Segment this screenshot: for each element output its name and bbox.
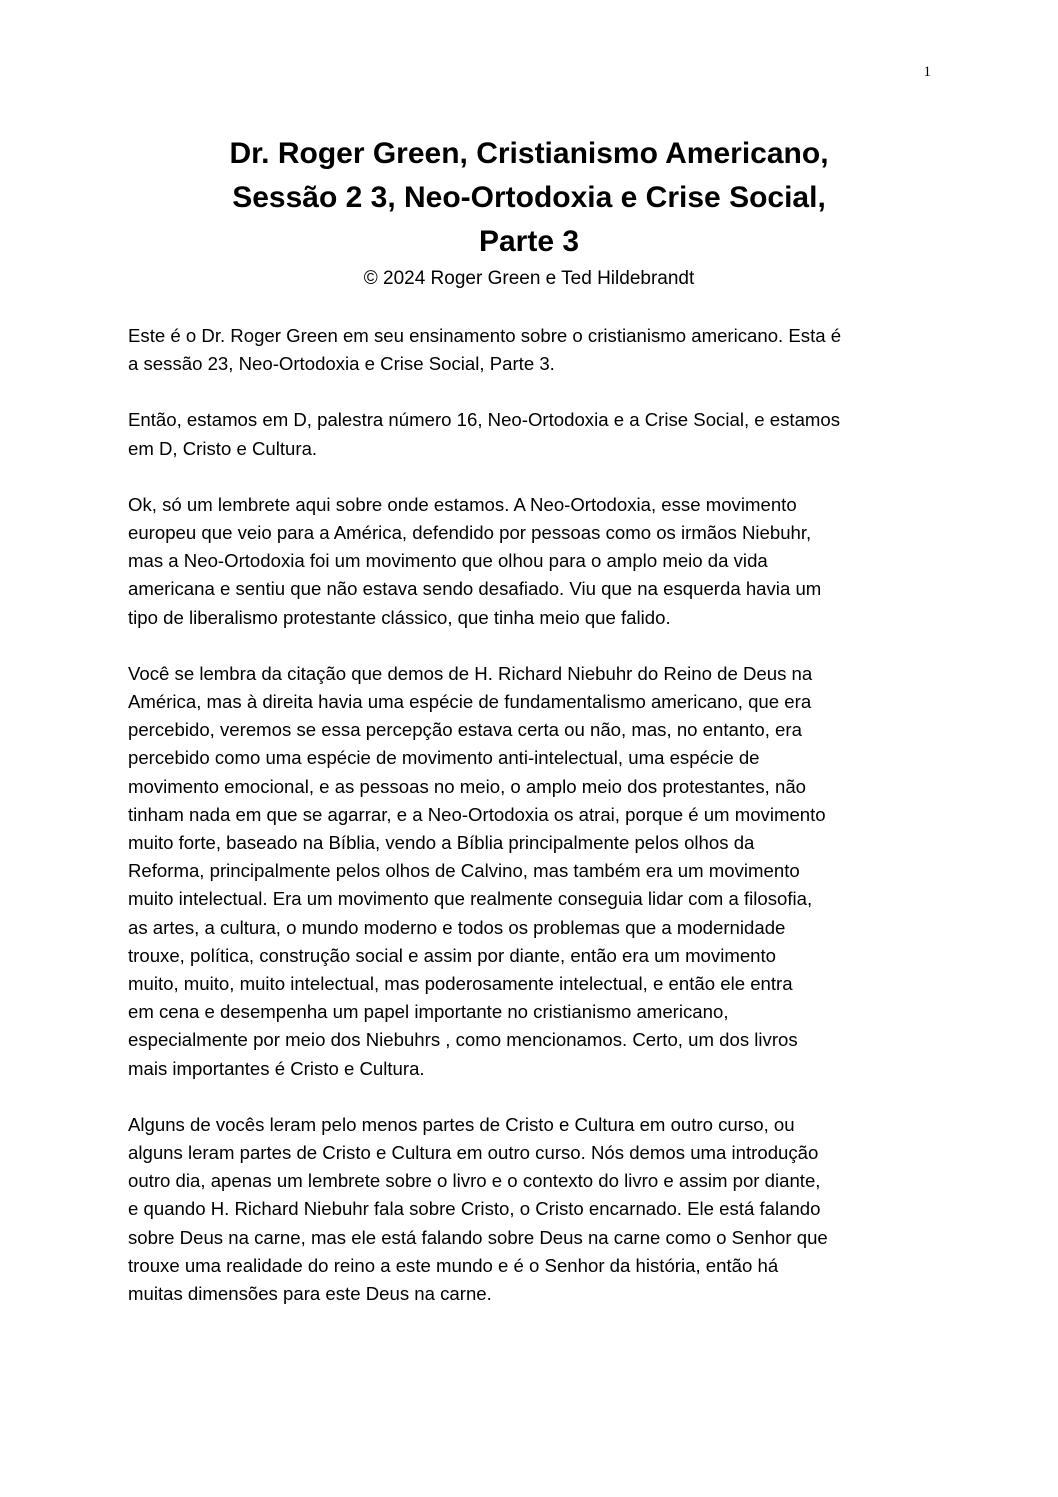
text-line: mais importantes é Cristo e Cultura. bbox=[128, 1057, 425, 1079]
text-line: a sessão 23, Neo-Ortodoxia e Crise Social, Parte 3. bbox=[128, 353, 555, 375]
text-line: sobre Deus na carne, mas ele está falando sobre Deus na carne como o Senhor que bbox=[128, 1226, 828, 1248]
text-line: outro dia, apenas um lembrete sobre o livro e o contexto do livro e assim por diante, bbox=[128, 1170, 821, 1192]
document-body bbox=[128, 322, 928, 1336]
text-line: europeu que veio para a América, defendido por pessoas como os irmãos Niebuhr, bbox=[128, 522, 812, 544]
document-title bbox=[128, 132, 930, 264]
text-line: muitas dimensões para este Deus na carne. bbox=[128, 1283, 492, 1305]
text-line: mas a Neo-Ortodoxia foi um movimento que olhou para o amplo meio da vida bbox=[128, 550, 768, 572]
text-line: muito intelectual. Era um movimento que realmente conseguia lidar com a filosofia, bbox=[128, 888, 813, 910]
text-line: Alguns de vocês leram pelo menos partes de Cristo e Cultura em outro curso, ou bbox=[128, 1113, 795, 1135]
paragraph-1 bbox=[128, 322, 928, 378]
text-line: e quando H. Richard Niebuhr fala sobre Cristo, o Cristo encarnado. Ele está falando bbox=[128, 1198, 821, 1220]
paragraph-4 bbox=[128, 660, 928, 1083]
text-line: percebido como uma espécie de movimento anti-intelectual, uma espécie de bbox=[128, 747, 760, 769]
text-line: Então, estamos em D, palestra número 16, Neo-Ortodoxia e a Crise Social, e estamos bbox=[128, 409, 841, 431]
text-line: percebido, veremos se essa percepção estava certa ou não, mas, no entanto, era bbox=[128, 719, 802, 741]
text-line: muito forte, baseado na Bíblia, vendo a Bíblia principalmente pelos olhos da bbox=[128, 832, 755, 854]
text-line: alguns leram partes de Cristo e Cultura em outro curso. Nós demos uma introdução bbox=[128, 1142, 819, 1164]
text-line: em cena e desempenha um papel importante no cristianismo americano, bbox=[128, 1001, 729, 1023]
title-line: Sessão 2 3, Neo-Ortodoxia e Crise Social, bbox=[232, 181, 826, 214]
text-line: tipo de liberalismo protestante clássico, que tinha meio que falido. bbox=[128, 606, 671, 628]
paragraph-3 bbox=[128, 491, 928, 632]
text-line: movimento emocional, e as pessoas no meio, o amplo meio dos protestantes, não bbox=[128, 775, 807, 797]
text-line: trouxe, política, construção social e assim por diante, então era um movimento bbox=[128, 944, 777, 966]
title-line: Parte 3 bbox=[478, 225, 580, 258]
text-line: trouxe uma realidade do reino a este mundo e é o Senhor da história, então há bbox=[128, 1254, 779, 1276]
text-line: Ok, só um lembrete aqui sobre onde estamos. A Neo-Ortodoxia, esse movimento bbox=[128, 493, 797, 515]
title-line: Dr. Roger Green, Cristianismo Americano, bbox=[229, 137, 829, 170]
text-line: América, mas à direita havia uma espécie de fundamentalismo americano, que era bbox=[128, 691, 812, 713]
text-line: americana e sentiu que não estava sendo desafiado. Viu que na esquerda havia um bbox=[128, 578, 822, 600]
text-line: Você se lembra da citação que demos de H. Richard Niebuhr do Reino de Deus na bbox=[128, 662, 813, 684]
text-line: Este é o Dr. Roger Green em seu ensinamento sobre o cristianismo americano. Esta é bbox=[128, 325, 842, 346]
text-line: especialmente por meio dos Niebuhrs , como mencionamos. Certo, um dos livros bbox=[128, 1029, 798, 1051]
text-line: em D, Cristo e Cultura. bbox=[128, 437, 318, 459]
text-line: Reforma, principalmente pelos olhos de Calvino, mas também era um movimento bbox=[128, 860, 800, 882]
page-number: 1 bbox=[923, 64, 931, 80]
text-line: muito, muito, muito intelectual, mas poderosamente intelectual, e então ele entra bbox=[128, 973, 793, 995]
copyright-notice: © 2024 Roger Green e Ted Hildebrandt bbox=[363, 268, 695, 289]
text-line: tinham nada em que se agarrar, e a Neo-Ortodoxia os atrai, porque é um movimento bbox=[128, 803, 826, 825]
paragraph-5 bbox=[128, 1111, 928, 1308]
title-block bbox=[128, 132, 930, 292]
text-line: as artes, a cultura, o mundo moderno e todos os problemas que a modernidade bbox=[128, 916, 786, 938]
paragraph-2 bbox=[128, 406, 928, 462]
